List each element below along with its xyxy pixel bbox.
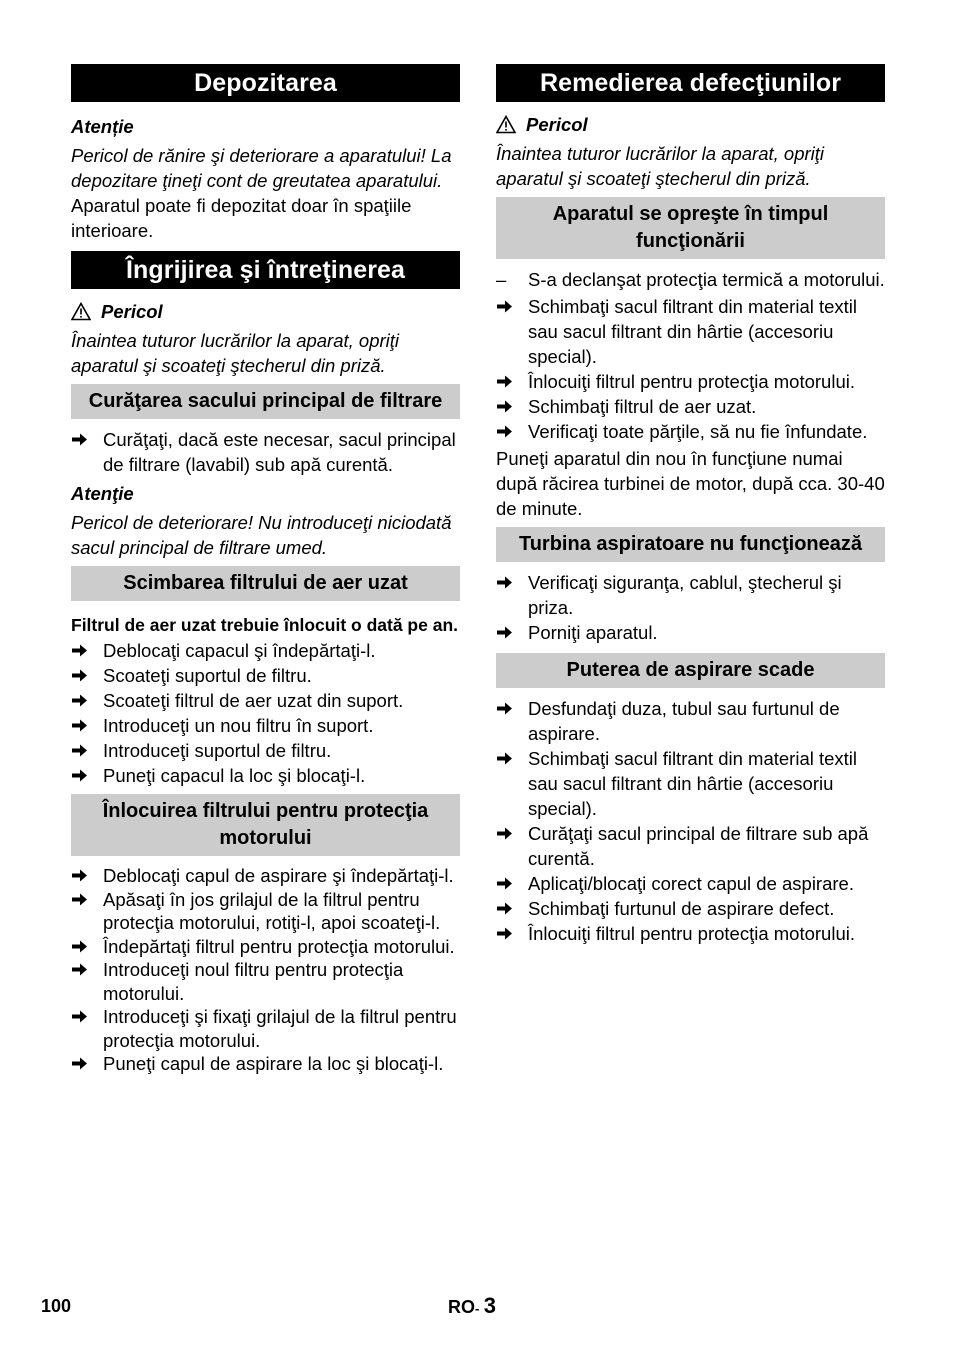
section-title-storage: Depozitarea [71, 64, 460, 102]
list-item [496, 419, 885, 444]
arrow-right-icon [496, 575, 513, 590]
arrow-right-icon [496, 751, 513, 766]
step-text: Introduceţi şi fixaţi grilajul de la filtrul pentru protecţia motorului. [103, 1006, 457, 1051]
arrow-right-icon [71, 1009, 88, 1024]
step-text: Verificaţi siguranţa, cablul, ştecherul şi priza. [528, 572, 842, 618]
danger-label-right: Pericol [526, 114, 588, 135]
step-text: Desfundaţi duza, tubul sau furtunul de aspirare. [528, 698, 840, 744]
stops-after: Puneţi aparatul din nou în funcţiune numai după răcirea turbinei de motor, după cca. 30-40 de minute. [496, 448, 885, 519]
attention-text-2: Pericol de deteriorare! Nu introduceţi niciodată sacul principal de filtrare umed. [71, 512, 452, 558]
right-column [496, 64, 885, 946]
danger-text: Înaintea tuturor lucrărilor la aparat, opriţi aparatul şi scoateţi ştecherul din priză. [71, 330, 400, 376]
arrow-right-icon [496, 826, 513, 841]
step-text: Deblocaţi capul de aspirare şi îndepărtaţi-l. [103, 865, 454, 886]
list-item [496, 821, 885, 871]
list-item [496, 394, 885, 419]
arrow-right-icon [496, 701, 513, 716]
section-title-care: Îngrijirea şi întreţinerea [71, 251, 460, 289]
step-text: Porniţi aparatul. [528, 622, 658, 643]
arrow-right-icon [496, 424, 513, 439]
list-item [71, 888, 460, 935]
list-item: – S-a declanşat protecţia termică a motorului. [496, 269, 885, 290]
step-text: Scoateţi suportul de filtru. [103, 665, 312, 686]
subsection-title-suction: Puterea de aspirare scade [496, 653, 885, 688]
subsection-title-stops: Aparatul se opreşte în timpul funcţionării [496, 197, 885, 259]
list-item [496, 871, 885, 896]
turbine-steps [496, 570, 885, 645]
danger-text-right: Înaintea tuturor lucrărilor la aparat, opriţi aparatul şi scoateţi ştecherul din priză. [496, 143, 825, 189]
list-item [496, 570, 885, 620]
step-text: Schimbaţi sacul filtrant din material textil sau sacul filtrant din hârtie (accesoriu special). [528, 748, 858, 819]
arrow-right-icon [71, 768, 88, 783]
step-text: Schimbaţi furtunul de aspirare defect. [528, 898, 835, 919]
list-item [496, 696, 885, 746]
suction-steps [496, 696, 885, 946]
step-text: Scoateţi filtrul de aer uzat din suport. [103, 690, 404, 711]
list-item [496, 921, 885, 946]
list-item [71, 738, 460, 763]
code-separator: - [475, 1301, 480, 1316]
subsection-title-motor-filter: Înlocuirea filtrului pentru protecţia motorului [71, 794, 460, 856]
list-item [71, 958, 460, 1005]
danger-label: Pericol [101, 301, 163, 322]
step-text: Puneţi capul de aspirare la loc şi blocaţi-l. [103, 1053, 444, 1074]
arrow-right-icon [496, 399, 513, 414]
dash-marker: – [496, 269, 507, 290]
stops-cause [496, 267, 885, 292]
step-text: Schimbaţi sacul filtrant din material textil sau sacul filtrant din hârtie (accesoriu special). [528, 296, 858, 367]
motor-filter-steps [71, 864, 460, 1076]
warning-triangle-icon [496, 115, 516, 134]
air-filter-steps [71, 638, 460, 788]
arrow-right-icon [71, 643, 88, 658]
arrow-right-icon [71, 693, 88, 708]
list-item [496, 369, 885, 394]
arrow-right-icon [71, 939, 88, 954]
list-item [71, 935, 460, 959]
danger-row [71, 299, 460, 324]
step-text: Înlocuiţi filtrul pentru protecţia motorului. [528, 923, 855, 944]
arrow-right-icon [496, 299, 513, 314]
stops-steps [496, 294, 885, 444]
step-text: Introduceţi suportul de filtru. [103, 740, 332, 761]
subsection-title-turbine: Turbina aspiratoare nu funcţionează [496, 527, 885, 562]
list-item [496, 294, 885, 369]
arrow-right-icon [496, 926, 513, 941]
step-text: Introduceţi noul filtru pentru protecţia motorului. [103, 959, 404, 1004]
arrow-right-icon [71, 1056, 88, 1071]
page-number: 100 [41, 1296, 72, 1316]
arrow-right-icon [71, 892, 88, 907]
step-text: Deblocaţi capacul şi îndepărtaţi-l. [103, 640, 376, 661]
attention-label: Atenție [71, 116, 134, 137]
attention-label-2: Atenţie [71, 483, 134, 504]
step-text: Îndepărtaţi filtrul pentru protecţia motorului. [103, 935, 455, 957]
arrow-right-icon [496, 625, 513, 640]
list-item [496, 896, 885, 921]
danger-row-right [496, 112, 885, 137]
list-item [71, 688, 460, 713]
list-item [71, 1052, 460, 1076]
arrow-right-icon [71, 432, 88, 447]
list-item: Curăţaţi, dacă este necesar, sacul principal de filtrare (lavabil) sub apă curentă. [71, 427, 460, 477]
arrow-right-icon [71, 668, 88, 683]
step-text: Înlocuiţi filtrul pentru protecţia motorului. [528, 371, 855, 392]
subsection-title-filter-bag: Curăţarea sacului principal de filtrare [71, 384, 460, 419]
list-item [71, 663, 460, 688]
list-item [71, 713, 460, 738]
step-text: Schimbaţi filtrul de aer uzat. [528, 396, 757, 417]
list-item [496, 746, 885, 821]
step-text: Aplicaţi/blocaţi corect capul de aspirare. [528, 873, 854, 894]
arrow-right-icon [71, 868, 88, 883]
left-column [71, 64, 460, 1076]
list-item [71, 638, 460, 663]
step-text: Apăsaţi în jos grilajul de la filtrul pentru protecţia motorului, rotiţi-l, apoi scoateţi-l. [103, 888, 441, 933]
arrow-right-icon [71, 743, 88, 758]
list-item [496, 620, 885, 645]
filter-bag-steps [71, 427, 460, 477]
step-text: Verificaţi toate părţile, să nu fie înfundate. [528, 421, 868, 442]
section-title-troubleshooting: Remedierea defecţiunilor [496, 64, 885, 102]
arrow-right-icon [71, 718, 88, 733]
step-text: Introduceţi un nou filtru în suport. [103, 715, 374, 736]
attention-text: Pericol de rănire şi deteriorare a aparatului! La depozitare ţineţi cont de greutatea aparatului. [71, 145, 452, 191]
section-number: 3 [483, 1293, 497, 1318]
lang-code: RO [448, 1297, 475, 1317]
subsection-title-air-filter: Scimbarea filtrului de aer uzat [71, 566, 460, 601]
list-item [71, 763, 460, 788]
warning-triangle-icon [71, 302, 91, 321]
step-text: Puneţi capacul la loc şi blocaţi-l. [103, 765, 366, 786]
arrow-right-icon [496, 901, 513, 916]
list-item [71, 864, 460, 888]
list-item [71, 1005, 460, 1052]
section-code [448, 1293, 496, 1319]
arrow-right-icon [496, 374, 513, 389]
storage-body: Aparatul poate fi depozitat doar în spaţiile interioare. [71, 195, 412, 241]
step-text: Curăţaţi sacul principal de filtrare sub apă curentă. [528, 823, 869, 869]
arrow-right-icon [71, 962, 88, 977]
arrow-right-icon [496, 876, 513, 891]
air-filter-note: Filtrul de aer uzat trebuie înlocuit o dată pe an. [71, 615, 458, 635]
